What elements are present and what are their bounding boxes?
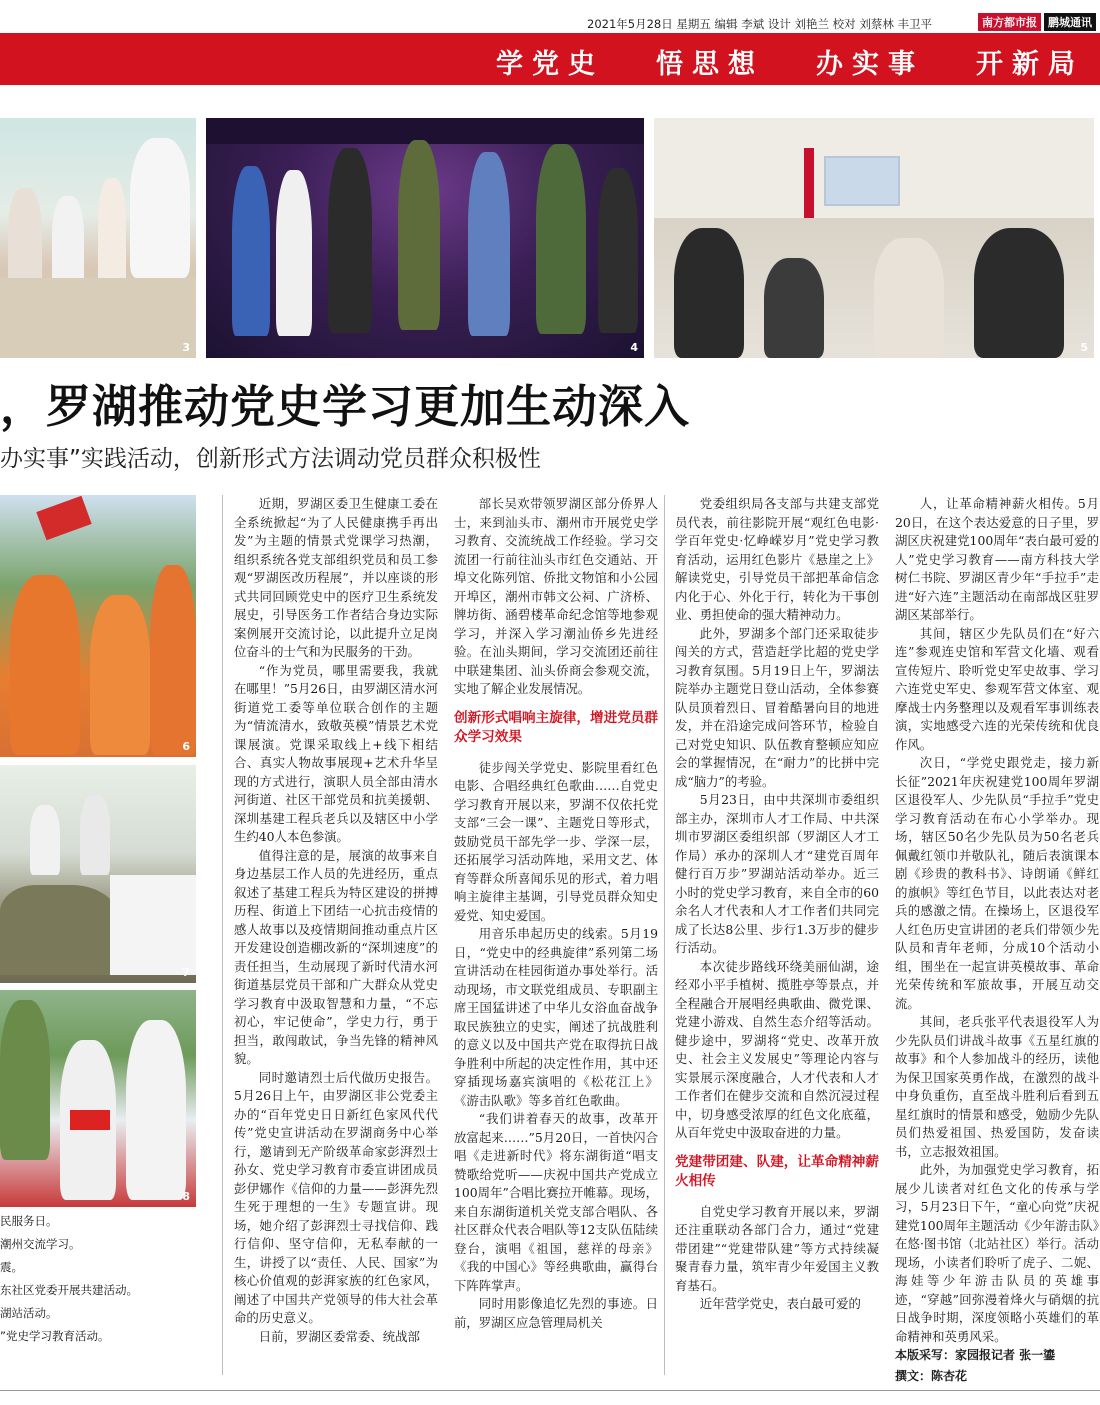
paragraph: 此外，为加强党史学习教育，拓展少儿读者对红色文化的传承与学习，5月23日下午，“童心向党”庆祝建党100周年主题活动《少年游击队》在悠·图书馆（北站社区）举行。活动现场，小读者们聆听了虎子、二妮、海娃等少年游击队员的英雄事迹，“穿越”回弥漫着烽火与硝烟的抗日战争时期，深度领略小英雄们的革命精神和英勇风采。 xyxy=(895,1162,1099,1344)
photo-number: 6 xyxy=(182,740,190,753)
caption-line: 潮州交流学习。 xyxy=(0,1237,81,1251)
photo-number: 3 xyxy=(182,341,190,354)
photo-6 xyxy=(0,495,196,757)
paragraph: 部长吴欢带领罗湖区部分侨界人士，来到汕头市、潮州市开展党史学习教育、交流统战工作经验。学习交流团一行前往汕头市红色交通站、开埠文化陈列馆、侨批文物馆和小公园开埠区，潮州市韩文公祠、广济桥、牌坊街、涵碧楼革命纪念馆等地参观学习，并深入学习潮汕侨乡先进经验。在汕头期间，学习交流团还前往中联建集团、汕头侨商会参观交流，实地了解企业发展情况。 xyxy=(454,496,658,696)
paragraph: 次日，“学党史跟党走，接力新长征”2021年庆祝建党100周年罗湖区退役军人、少先队员“手拉手”党史学习教育活动在布心小学举办。现场，辖区50名少先队员为50名老兵佩戴红领巾并敬队礼，随后表演课本剧《珍贵的教科书》、诗朗诵《鲜红的旗帜》等红色节目，以此表达对老兵的感激之情。在操场上，区退役军人红色历史宣讲团的老兵们带领少先队员和青年老师，分成10个活动小组，围坐在一起宣讲英模故事、革命光荣传统和军旅故事，开展互动交流。 xyxy=(895,755,1099,1011)
photo-8 xyxy=(0,990,196,1207)
photo-number: 4 xyxy=(630,341,638,354)
slogan-banner xyxy=(0,33,1100,85)
slogan-4: 开新局 xyxy=(976,49,1084,80)
paragraph: 近期，罗湖区委卫生健康工委在全系统掀起“为了人民健康携手再出发”为主题的情景式党课学习热潮，组织系统各党支部组织党员和员工参观“罗湖医改历程展”，并以座谈的形式共同回顾党史中的医疗卫生系统发展史，引导医务工作者结合身边实际案例展开交流讨论，以此提升立足岗位奋斗的士气和为民服务的干劲。 xyxy=(234,496,438,659)
article-column-2 xyxy=(454,495,658,1375)
slogan-1: 学党史 xyxy=(496,49,604,80)
paragraph: 同时邀请烈士后代做历史报告。5月26日上午，由罗湖区非公党委主办的“百年党史日日新红色家风代代传”党史宣讲活动在罗湖商务中心举行，邀请到无产阶级革命家彭湃烈士孙女、党史学习教育市委宣讲团成员彭伊娜作《信仰的力量——彭湃先烈生死于理想的一生》专题宣讲。现场，她介绍了彭湃烈士寻找信仰、践行信仰、坚守信仰，无私奉献的一生，讲授了以“责任、人民、国家”为核心价值观的彭湃家族的红色家风，阐述了中国共产党领导的伟大社会革命的历史意义。 xyxy=(234,1069,438,1325)
issue-info: 2021年5月28日 星期五 编辑 李斌 设计 刘艳兰 校对 刘蔡林 丰卫平 xyxy=(587,17,932,31)
masthead-section: 鹏城通讯 xyxy=(1044,13,1096,31)
column-divider xyxy=(222,495,223,1375)
paragraph: 自党史学习教育开展以来，罗湖还注重联动各部门合力，通过“党建带团建”“党建带队建”等方式持续凝聚青春力量，筑牢青少年爱国主义教育基石。 xyxy=(675,1203,879,1293)
paragraph: 值得注意的是，展演的故事来自身边基层工作人员的先进经历，重点叙述了基建工程兵为特区建设的拼搏历程、街道上下团结一心抗击疫情的感人故事以及疫情期间推动重点片区开发建设创造棚改新的“深圳速度”的责任担当，生动展现了新时代清水河街道基层党员干部和广大群众从党史学习教育中汲取智慧和力量，“不忘初心，牢记使命”，学史力行，勇于担当，敢闯敢试，争当先锋的精神风貌。 xyxy=(234,847,438,1066)
caption-line: 民服务日。 xyxy=(0,1214,58,1228)
paragraph: 党委组织局各支部与共建支部党员代表，前往影院开展“观红色电影·学百年党史·忆峥嵘岁月”党史学习教育活动，运用红色影片《悬崖之上》解读党史，引导党员干部把革命信念内化于心、外化于行，转化为干事创业、勇担使命的强大精神动力。 xyxy=(675,496,879,622)
photo-number: 5 xyxy=(1080,341,1088,354)
paragraph: 人，让革命精神薪火相传。5月20日，在这个表达爱意的日子里，罗湖区庆祝建党100周年“表白最可爱的人”党史学习教育——南方科技大学树仁书院、罗湖区青少年“手拉手”走进“好六连”主题活动在南部战区驻罗湖区某部举行。 xyxy=(895,496,1099,622)
photo-captions xyxy=(0,1210,210,1348)
section-subheading: 创新形式唱响主旋律，增进党员群众学习效果 xyxy=(454,709,658,745)
article-subhead: 办实事”实践活动，创新形式方法调动党员群众积极性 xyxy=(0,446,541,472)
paragraph: 近年营学党史，表白最可爱的 xyxy=(699,1296,861,1311)
slogan-3: 办实事 xyxy=(816,49,924,80)
caption-line: 湖站活动。 xyxy=(0,1306,58,1320)
photo-7 xyxy=(0,765,196,983)
photo-number: 7 xyxy=(182,966,190,979)
caption-line: 震。 xyxy=(0,1260,23,1274)
paragraph: 其间，辖区少先队员们在“好六连”参观连史馆和军营文化墙、观看宣传短片、聆听党史军史故事、学习六连党史军史、参观军营文体室、观摩战士内务整理以及观看军事训练表演，实地感受六连的光荣传统和优良作风。 xyxy=(895,625,1099,752)
article-column-1 xyxy=(234,495,438,1375)
paragraph: 本次徒步路线环绕美丽仙湖，途经邓小平手植树、揽胜亭等景点，并全程融合开展唱经典歌曲、微党课、党建小游戏、自然生态介绍等活动。健步途中，罗湖将“党史、改革开放史、社会主义发展史”等理论内容与实景展示深度融合，人才代表和人才工作者们在健步交流和自然沉浸过程中，切身感受浓厚的红色文化底蕴，从百年党史中汲取奋进的力量。 xyxy=(675,958,879,1140)
photo-5 xyxy=(654,118,1094,358)
paragraph: 同时用影像追忆先烈的事迹。日前，罗湖区应急管理局机关 xyxy=(454,1296,658,1330)
caption-line: 东社区党委开展共建活动。 xyxy=(0,1283,138,1297)
section-subheading: 党建带团建、队建，让革命精神薪火相传 xyxy=(675,1153,879,1189)
slogan-2: 悟思想 xyxy=(656,49,764,80)
photo-4 xyxy=(206,118,644,358)
article-column-4 xyxy=(895,495,1099,1383)
masthead xyxy=(978,13,1096,31)
photo-number: 8 xyxy=(182,1190,190,1203)
byline-reporter: 本版采写：家园报记者 张一鎏 xyxy=(895,1348,1056,1362)
paragraph: “作为党员，哪里需要我，我就在哪里！”5月26日，由罗湖区清水河街道党工委等单位联合创作的主题为“情流清水，致敬英模”情景艺术党课展演。党课采取线上+线下相结合、真实人物故事展现+艺术升华呈现的方式进行，演职人员全部由清水河街道、社区干部党员和抗美援朝、深圳基建工程兵老兵以及辖区中小学生约40人本色参演。 xyxy=(234,662,438,844)
photo-3 xyxy=(0,118,196,358)
paragraph: 用音乐串起历史的线索。5月19日，“党史中的经典旋律”系列第二场宣讲活动在桂园街道办事处举行。活动现场，市文联党组成员、专职副主席王国猛讲述了中华儿女浴血奋战争取民族独立的史实，阐述了抗战胜利的意义以及中国共产党在取得抗日战争胜利中所起的决定性作用，其中还穿插现场嘉宾演唱的《松花江上》《游击队歌》等多首红色歌曲。 xyxy=(454,926,658,1108)
page-bottom-rule xyxy=(0,1390,1100,1391)
paragraph: 日前，罗湖区委常委、统战部 xyxy=(258,1328,420,1344)
article-headline: ，罗湖推动党史学习更加生动深入 xyxy=(0,380,691,433)
article-column-3 xyxy=(675,495,879,1375)
paragraph: “我们讲着春天的故事，改革开放富起来……”5月20日，一首快闪合唱《走进新时代》将东湖街道“唱支赞歌给党听——庆祝中国共产党成立100周年”合唱比赛拉开帷幕。现场，来自东湖街道机关党支部合唱队、各社区群众代表合唱队等12支队伍陆续登台，演唱《祖国，慈祥的母亲》《我的中国心》等经典歌曲，赢得台下阵阵掌声。 xyxy=(454,1111,658,1293)
paragraph: 此外，罗湖多个部门还采取徒步闯关的方式，营造赶学比超的党史学习教育氛围。5月19日上午，罗湖法院举办主题党日登山活动，全体参赛队员顶着烈日、冒着酷暑向目的地进发，并在沿途完成问答环节，检验自己对党史知识、队伍教育整顿应知应会的掌握情况，在“耐力”的比拼中完成“脑力”的考验。 xyxy=(675,625,879,789)
paragraph: 5月23日，由中共深圳市委组织部主办，深圳市人才工作局、中共深圳市罗湖区委组织部（罗湖区人才工作局）承办的深圳人才“建党百周年 健行百万步”罗湖站活动举办。近三小时的党史学习教育，来自全市的60余名人才代表和人才工作者们共同完成了长达8公里、步行1.3万步的健步行活动。 xyxy=(675,792,879,955)
page-meta xyxy=(0,14,1100,32)
caption-line: ”党史学习教育活动。 xyxy=(0,1329,110,1343)
masthead-logo: 南方都市报 xyxy=(978,13,1041,31)
column-divider xyxy=(664,495,665,1375)
byline-writer: 撰文：陈杏花 xyxy=(895,1368,968,1383)
paragraph: 徒步闯关学党史、影院里看红色电影、合唱经典红色歌曲……自党史学习教育开展以来，罗湖不仅依托党支部“三会一课”、主题党日等形式，鼓励党员干部先学一步、学深一层，还拓展学习活动阵地，采用文艺、体育等群众所喜闻乐见的形式，着力唱响主旋律主基调，引导党员群众知史爱党、知史爱国。 xyxy=(454,759,658,923)
paragraph: 其间，老兵张平代表退役军人为少先队员们讲战斗故事《五星红旗的故事》和个人参加战斗的经历，读他为保卫国家英勇作战，在激烈的战斗中身负重伤，直至战斗胜利后看到五星红旗时的情景和感受，勉励少先队员们热爱祖国、热爱国防，发奋读书，立志报效祖国。 xyxy=(895,1014,1099,1159)
